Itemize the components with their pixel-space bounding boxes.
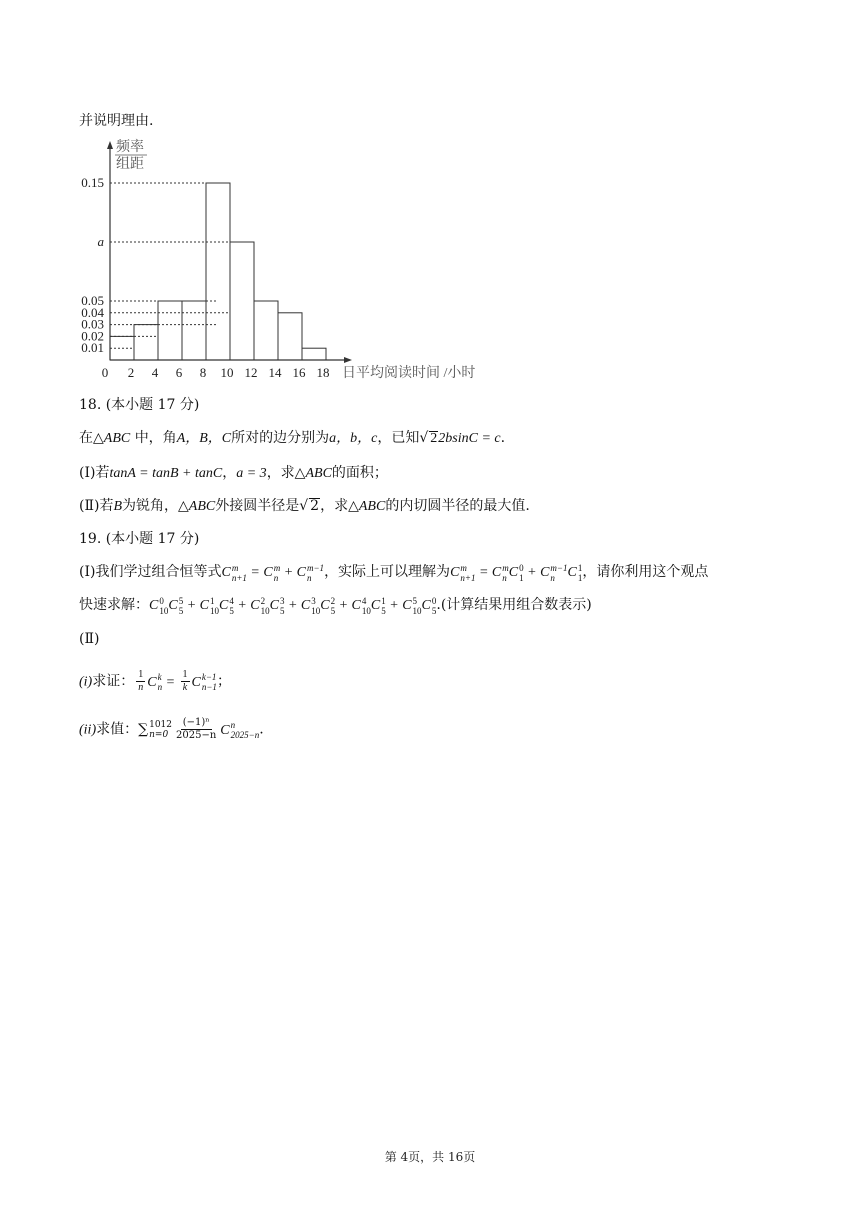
- histogram-chart: [70, 135, 510, 385]
- y-tick-label: 0.15: [81, 175, 104, 190]
- y-tick-label: 0.04: [81, 304, 104, 320]
- histogram-bar: [182, 301, 206, 360]
- x-tick-label: 18: [316, 365, 330, 380]
- x-axis-label: 日平均阅读时间 /小时: [342, 366, 476, 381]
- histogram-bar: [254, 301, 278, 360]
- q18-part2: (Ⅱ)若B为锐角，△ABC外接圆半径是√ 2，求△ABC的内切圆半径的最大值.: [79, 498, 530, 514]
- intro-line: 并说明理由.: [79, 113, 154, 129]
- q19-part2-ii: (ii)求值：∑ 1012 n=0 $\frac{\text{(−1)ⁿ}}{2025-n}$ C n 2025−n .: [79, 717, 264, 741]
- x-tick-label: 14: [268, 365, 282, 380]
- y-axis-arrow: [107, 141, 113, 149]
- x-tick-label: 4: [151, 365, 159, 380]
- q19-part1-line1: (Ⅰ)我们学过组合恒等式C m n+1 = C m n + C m−1 n ，实际上可以理解为C m n+1 = C m n C 0 1 + C m−1 n C 1 1 ，请你利用这个观点: [79, 563, 709, 583]
- page-footer: 第 4页，共 16页: [384, 1150, 476, 1164]
- y-tick-label: 0.03: [81, 316, 104, 332]
- q18-stem: 在△ABC 中，角A，B，C所对的边分别为a，b，c，已知√ 22bsinC = c.: [79, 430, 506, 446]
- histogram-bar: [206, 183, 230, 360]
- q18-header: 18. (本小题 17 分): [79, 397, 200, 413]
- x-tick-label: 6: [175, 365, 183, 380]
- x-tick-label: 2: [127, 365, 135, 380]
- x-tick-label: 16: [292, 365, 306, 380]
- y-axis-label-bottom: 组距: [116, 157, 144, 172]
- y-axis-label-top: 频率: [116, 140, 144, 155]
- histogram-bar: [278, 313, 302, 360]
- x-tick-label: 0: [101, 365, 109, 380]
- y-tick-label: 0.02: [81, 328, 104, 344]
- y-tick-label: 0.01: [81, 340, 104, 356]
- x-tick-label: 12: [244, 365, 258, 380]
- y-tick-label: 0.05: [81, 293, 104, 308]
- q19-header: 19. (本小题 17 分): [79, 531, 200, 547]
- histogram-bar: [230, 242, 254, 360]
- x-tick-label: 8: [199, 365, 207, 380]
- x-axis-arrow: [344, 357, 352, 363]
- q19-part2-i: (i)求证： $\frac{1}{n}$ C k n = $\frac{1}{k}$ C k−1 n−1 ；: [79, 669, 231, 693]
- q18-part1: (Ⅰ)若tanA = tanB + tanC，a = 3，求△ABC的面积；: [79, 465, 388, 481]
- histogram-bar: [158, 301, 182, 360]
- histogram-bar: [134, 325, 158, 360]
- q19-part1-line2: 快速求解：C 0 10 C 5 5 + C 1 10 C 4 5 + C 2 10 C 3 5 + C 3 10 C 2 5 + C 4 10 C 1 5 + C 5 10 C 0 5 .(计算结果用组合数表示): [79, 596, 592, 616]
- histogram-bar: [302, 348, 326, 360]
- y-tick-label: a: [97, 234, 104, 249]
- q19-part2: (Ⅱ): [79, 631, 100, 647]
- x-tick-label: 10: [220, 365, 234, 380]
